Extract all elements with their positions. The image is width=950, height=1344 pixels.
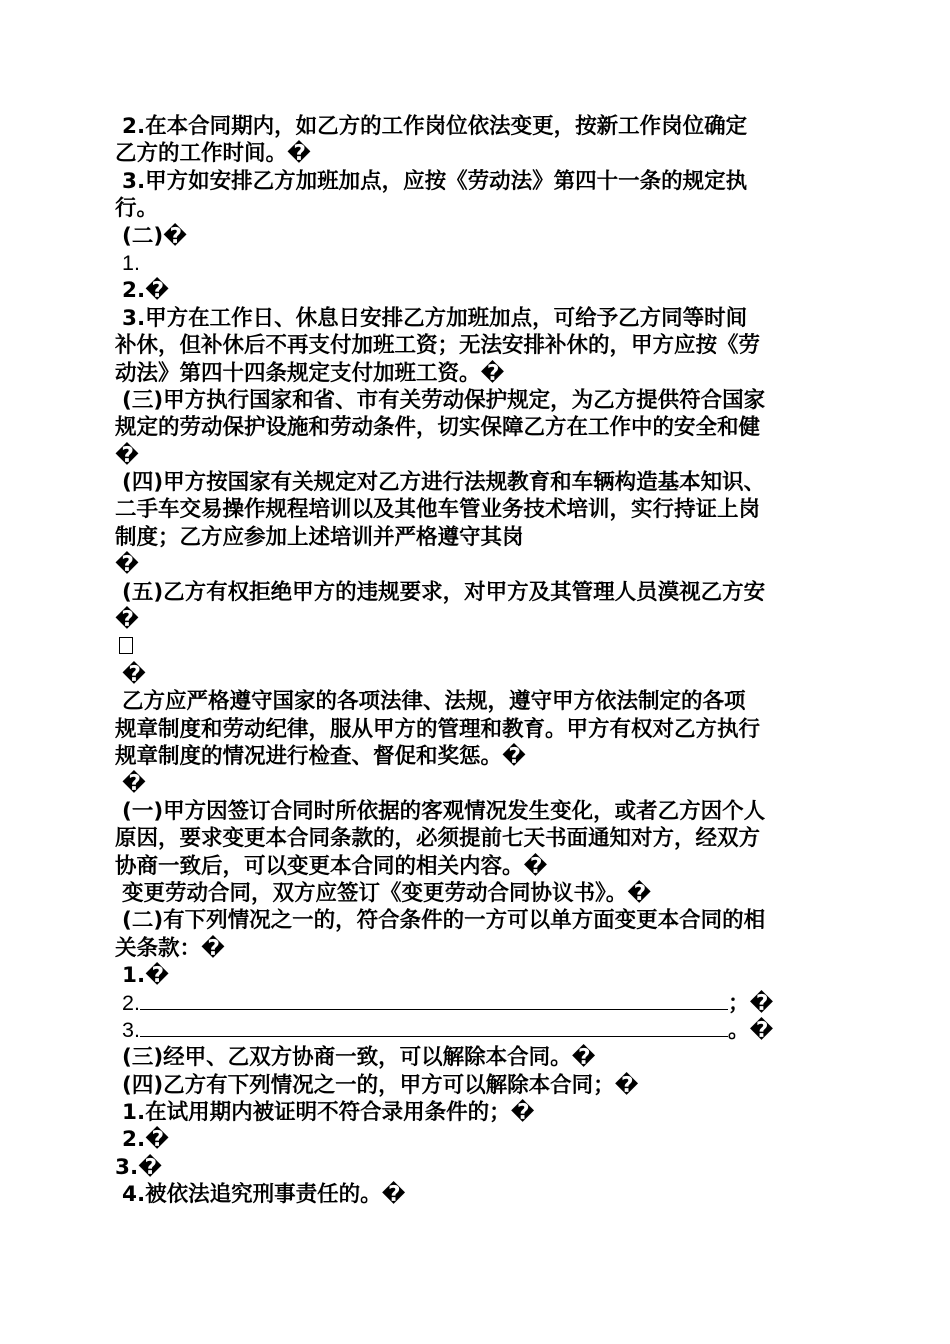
text-line: � xyxy=(115,442,139,468)
text-line: � xyxy=(115,552,139,578)
text-line: (四)乙方有下列情况之一的，甲方可以解除本合同；� xyxy=(122,1072,639,1098)
empty-box-glyph xyxy=(119,637,133,654)
text-line: (三)经甲、乙双方协商一致，可以解除本合同。� xyxy=(122,1045,596,1071)
text-line: � xyxy=(122,771,146,797)
text-line: 1.� xyxy=(122,963,170,989)
text-line: 二手车交易操作规程培训以及其他车管业务技术培训，实行持证上岗 xyxy=(115,497,761,523)
text-line: 协商一致后，可以变更本合同的相关内容。� xyxy=(115,853,548,879)
text-line: 3.甲方如安排乙方加班加点，应按《劳动法》第四十一条的规定执 xyxy=(122,168,748,194)
text-line: 关条款：� xyxy=(115,935,225,961)
blank-underline xyxy=(140,991,728,1010)
line-suffix: 。� xyxy=(727,1017,774,1043)
text-line: 规章制度的情况进行检查、督促和奖惩。� xyxy=(115,743,526,769)
text-line: 2.� xyxy=(122,1127,170,1153)
line-suffix: ；� xyxy=(727,990,774,1016)
text-line: (一)甲方因签订合同时所依据的客观情况发生变化，或者乙方因个人 xyxy=(122,798,766,824)
item-number: 3. xyxy=(122,1017,140,1042)
text-line: � xyxy=(115,607,139,633)
text-line: 1.在试用期内被证明不符合录用条件的；� xyxy=(122,1100,535,1126)
fill-blank-line xyxy=(115,1017,835,1044)
text-line: 制度；乙方应参加上述培训并严格遵守其岗 xyxy=(115,524,524,550)
text-line: 乙方应严格遵守国家的各项法律、法规，遵守甲方依法制定的各项 xyxy=(122,689,746,715)
text-line: 2.在本合同期内，如乙方的工作岗位依法变更，按新工作岗位确定 xyxy=(122,114,748,139)
text-line: 乙方的工作时间。� xyxy=(115,141,311,167)
text-line: 4.被依法追究刑事责任的。� xyxy=(122,1182,406,1208)
fill-blank-line xyxy=(115,990,835,1017)
item-number: 2. xyxy=(122,990,140,1015)
text-line: 3.甲方在工作日、休息日安排乙方加班加点，可给予乙方同等时间 xyxy=(122,305,748,331)
text-line: � xyxy=(122,661,146,687)
text-line: 规定的劳动保护设施和劳动条件，切实保障乙方在工作中的安全和健 xyxy=(115,415,761,441)
blank-underline xyxy=(140,1018,728,1037)
text-line: 补休，但补休后不再支付加班工资；无法安排补休的，甲方应按《劳 xyxy=(115,333,761,359)
text-line: (五)乙方有权拒绝甲方的违规要求，对甲方及其管理人员漠视乙方安 xyxy=(122,579,766,605)
text-line: (二)有下列情况之一的，符合条件的一方可以单方面变更本合同的相 xyxy=(122,908,766,934)
text-line: (二)� xyxy=(122,223,188,249)
text-line: 规章制度和劳动纪律，服从甲方的管理和教育。甲方有权对乙方执行 xyxy=(115,716,761,742)
text-line: 行。 xyxy=(115,196,159,222)
text-line: 1. xyxy=(122,250,140,275)
text-line: 动法》第四十四条规定支付加班工资。� xyxy=(115,360,505,386)
text-line: (四)甲方按国家有关规定对乙方进行法规教育和车辆构造基本知识、 xyxy=(122,470,766,496)
text-line: 3.� xyxy=(115,1154,163,1180)
document-page xyxy=(115,113,835,1209)
text-line: (三)甲方执行国家和省、市有关劳动保护规定，为乙方提供符合国家 xyxy=(122,387,766,413)
text-line: 变更劳动合同，双方应签订《变更劳动合同协议书》。� xyxy=(122,880,652,906)
text-line: 2.� xyxy=(122,278,170,304)
empty-box-line xyxy=(115,633,835,660)
text-line: 原因，要求变更本合同条款的，必须提前七天书面通知对方，经双方 xyxy=(115,826,761,852)
